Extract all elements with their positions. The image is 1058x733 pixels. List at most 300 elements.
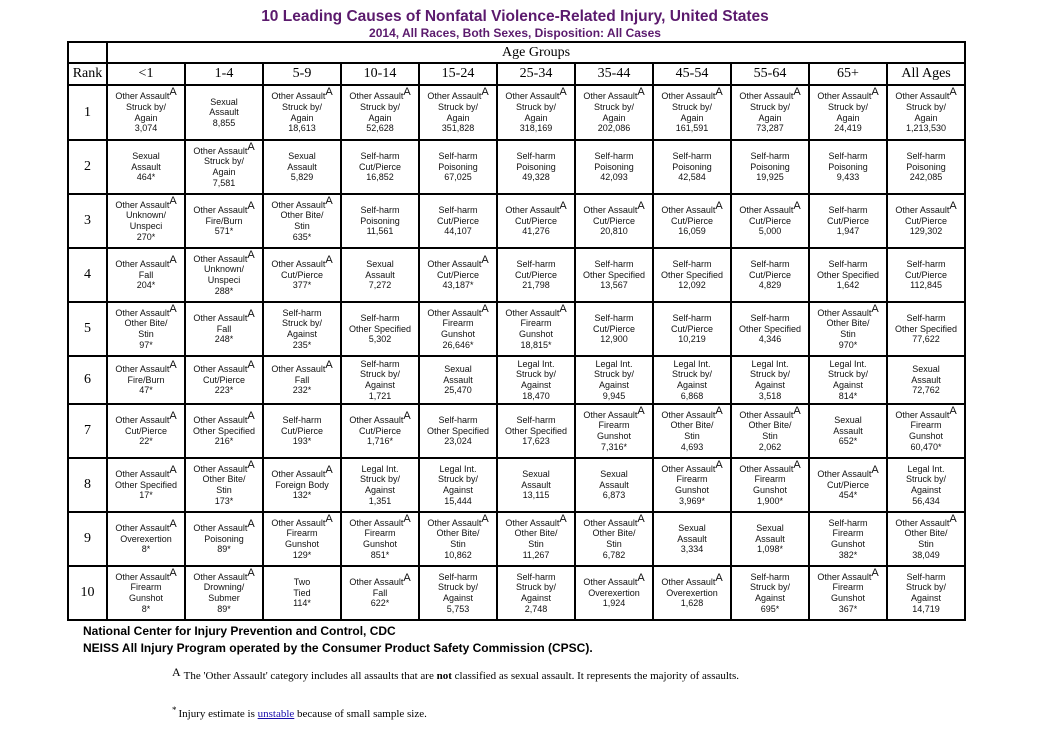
cause-text	[342, 539, 418, 550]
cause-text	[810, 302, 886, 319]
cause-line-text: Self-harm	[516, 259, 556, 270]
cause-text	[342, 324, 418, 335]
cause-text	[654, 380, 730, 391]
cause-line-text: Other Assault	[271, 199, 326, 210]
cause-text	[186, 275, 262, 286]
injury-count	[498, 280, 574, 291]
cause-line-text: 22*	[139, 436, 153, 447]
injury-count	[264, 598, 340, 609]
cause-text	[810, 415, 886, 426]
cause-line-text: Two	[293, 577, 311, 588]
cause-text	[420, 329, 496, 340]
cause-cell	[185, 194, 263, 248]
cause-cell	[497, 302, 575, 356]
cause-line-text: 5,753	[446, 603, 470, 614]
cause-text	[264, 162, 340, 173]
cause-line-text: Assault	[365, 269, 395, 280]
cause-line-text: 41,276	[522, 226, 550, 237]
cause-text	[732, 102, 808, 113]
cause-line-text: Struck by/	[906, 582, 947, 593]
cause-cell	[341, 404, 419, 458]
injury-count	[654, 391, 730, 402]
cause-line-text: 970*	[838, 339, 858, 350]
cause-line-text: Against	[911, 485, 942, 495]
injury-count	[888, 496, 964, 507]
cause-text	[108, 329, 184, 340]
other-assault-marker: A	[871, 566, 879, 579]
other-assault-marker: A	[169, 254, 177, 267]
cause-text	[654, 313, 730, 324]
cause-text	[888, 86, 964, 102]
cause-cell	[653, 458, 731, 512]
cause-line-text: Struck by/	[437, 474, 478, 485]
cause-line-text: 67,025	[444, 172, 472, 183]
cause-text	[342, 86, 418, 102]
cause-text	[264, 221, 340, 232]
cause-line-text: Firearm	[130, 582, 162, 593]
cause-line-text: 1,924	[602, 598, 626, 609]
cause-text	[420, 102, 496, 113]
cause-text	[498, 318, 574, 329]
cause-text	[108, 194, 184, 211]
cause-cell	[731, 85, 809, 140]
cause-text	[654, 523, 730, 534]
cause-text	[654, 259, 730, 270]
cause-text	[732, 162, 808, 173]
cause-line-text: Sexual	[210, 96, 238, 107]
cause-line-text: Other Assault	[193, 364, 248, 375]
other-assault-marker: A	[325, 194, 333, 207]
cause-line-text: Tied	[293, 587, 311, 598]
other-assault-marker: A	[871, 302, 879, 315]
cause-text	[576, 162, 652, 173]
cause-line-text: 1,213,530	[906, 123, 947, 134]
cause-text	[576, 588, 652, 599]
cause-line-text: Fall	[138, 269, 154, 280]
cause-line-text: 851*	[370, 549, 390, 560]
table-row	[68, 566, 965, 620]
cause-line-text: Legal Int.	[517, 358, 555, 369]
cause-text	[108, 410, 184, 426]
cause-text	[108, 566, 184, 583]
injury-count	[810, 226, 886, 237]
other-assault-marker: A	[715, 86, 723, 99]
injury-count	[654, 226, 730, 237]
cause-cell	[809, 140, 887, 194]
cause-line-text: Unknown/	[203, 264, 245, 275]
injury-count	[108, 604, 184, 615]
other-assault-marker: A	[247, 200, 255, 213]
injury-count	[654, 496, 730, 507]
cause-line-text: Again	[524, 112, 548, 123]
cause-line-text: Sexual	[132, 151, 160, 162]
cause-line-text: Again	[914, 112, 938, 123]
cause-line-text: Other Assault	[583, 409, 638, 420]
rank-cell: 8	[68, 458, 107, 512]
cause-text	[810, 539, 886, 550]
cause-text	[654, 534, 730, 545]
cause-line-text: 652*	[838, 436, 858, 447]
age-column-header: 25-34	[497, 63, 575, 85]
cause-line-text: 232*	[292, 385, 312, 396]
injury-table	[67, 41, 966, 621]
cause-cell	[419, 566, 497, 620]
cause-line-text: Assault	[599, 479, 629, 490]
cause-line-text: 1,628	[680, 598, 704, 609]
cause-cell	[887, 458, 965, 512]
cause-line-text: Fall	[216, 323, 232, 334]
cause-text	[342, 359, 418, 370]
other-assault-marker: A	[247, 518, 255, 531]
cause-line-text: 571*	[214, 226, 234, 237]
cause-text	[576, 113, 652, 124]
cause-line-text: Struck by/	[671, 369, 712, 380]
injury-count	[186, 385, 262, 396]
cause-text	[420, 205, 496, 216]
cause-text	[498, 151, 574, 162]
cause-line-text: Other Assault	[193, 145, 248, 156]
other-assault-marker: A	[247, 308, 255, 321]
cause-cell	[887, 512, 965, 566]
injury-count	[264, 280, 340, 291]
cause-text	[342, 572, 418, 588]
cause-line-text: Other Assault	[739, 463, 794, 474]
other-assault-marker: A	[247, 410, 255, 423]
cause-text	[264, 308, 340, 319]
cause-text	[810, 593, 886, 604]
cause-line-text: Sexual	[600, 469, 628, 480]
cause-line-text: Assault	[131, 161, 161, 172]
cause-line-text: Sexual	[912, 364, 940, 375]
other-assault-marker: A	[481, 302, 489, 315]
cause-text	[264, 375, 340, 386]
cause-line-text: Other Specified	[816, 269, 880, 280]
other-assault-marker: A	[169, 518, 177, 531]
cause-line-text: Self-harm	[438, 151, 478, 162]
cause-text	[732, 404, 808, 421]
injury-count	[888, 280, 964, 291]
rank-cell: 10	[68, 566, 107, 620]
footnote-star-text-start: Injury estimate is	[178, 708, 258, 720]
cause-text	[576, 572, 652, 588]
cause-text	[810, 464, 886, 480]
cause-line-text: Sexual	[522, 469, 550, 480]
cause-text	[264, 329, 340, 340]
cause-line-text: 3,334	[680, 544, 704, 555]
cause-text	[654, 86, 730, 102]
cause-line-text: Against	[911, 593, 942, 603]
cause-cell	[887, 404, 965, 458]
cause-line-text: Struck by/	[359, 101, 400, 112]
cause-cell	[419, 85, 497, 140]
cause-text	[342, 216, 418, 227]
other-assault-marker: A	[169, 86, 177, 99]
cause-text	[264, 588, 340, 599]
injury-count	[186, 604, 262, 615]
cause-line-text: 9,945	[602, 390, 626, 401]
cause-line-text: Other Specified	[114, 479, 178, 490]
cause-cell	[575, 302, 653, 356]
cause-text	[264, 151, 340, 162]
cause-cell	[653, 404, 731, 458]
cause-line-text: Sexual	[288, 151, 316, 162]
rank-cell: 3	[68, 194, 107, 248]
cause-text	[420, 375, 496, 386]
cause-line-text: Other Bite/	[202, 474, 246, 485]
other-assault-marker: A	[325, 512, 333, 525]
cause-text	[888, 259, 964, 270]
cause-cell	[263, 248, 341, 302]
cause-line-text: Other Assault	[661, 577, 716, 588]
footnote-a-emphasis: not	[436, 670, 452, 682]
cause-cell	[497, 404, 575, 458]
cause-cell	[497, 512, 575, 566]
cause-text	[264, 415, 340, 426]
cause-text	[342, 313, 418, 324]
injury-count	[420, 226, 496, 237]
cause-text	[888, 420, 964, 431]
cause-line-text: Assault	[755, 533, 785, 544]
injury-count	[654, 544, 730, 555]
cause-line-text: Again	[134, 112, 158, 123]
cause-line-text: Struck by/	[281, 101, 322, 112]
injury-count	[108, 172, 184, 183]
cause-line-text: Other Specified	[348, 323, 412, 334]
injury-count	[888, 334, 964, 345]
injury-count	[810, 436, 886, 447]
cause-line-text: Other Assault	[115, 415, 170, 426]
other-assault-marker: A	[949, 86, 957, 99]
cause-line-text: Struck by/	[515, 101, 556, 112]
cause-text	[576, 313, 652, 324]
footnote-a-marker: A	[172, 665, 181, 679]
cause-line-text: Self-harm	[516, 415, 556, 426]
cause-line-text: Other Bite/	[592, 528, 636, 539]
cause-text	[498, 359, 574, 370]
injury-count	[342, 226, 418, 237]
injury-count	[108, 232, 184, 243]
cause-line-text: Overexertion	[588, 587, 640, 598]
cause-cell	[653, 356, 731, 404]
cause-line-text: Self-harm	[672, 151, 712, 162]
cause-cell	[887, 248, 965, 302]
cause-text	[732, 324, 808, 335]
cause-text	[186, 458, 262, 475]
injury-count	[342, 123, 418, 134]
injury-count	[420, 385, 496, 396]
cause-line-text: Firearm	[754, 474, 786, 485]
cause-text	[186, 156, 262, 167]
cause-line-text: 18,470	[522, 390, 550, 401]
cause-text	[654, 113, 730, 124]
cause-line-text: Firearm	[364, 528, 396, 539]
injury-count	[342, 496, 418, 507]
cause-text	[498, 102, 574, 113]
cause-text	[732, 86, 808, 102]
cause-text	[576, 359, 652, 370]
cause-line-text: Gunshot	[596, 431, 632, 441]
cause-text	[888, 162, 964, 173]
cause-text	[810, 86, 886, 102]
cause-text	[342, 102, 418, 113]
cause-text	[264, 426, 340, 437]
cause-line-text: Other Assault	[349, 415, 404, 426]
cause-text	[888, 593, 964, 604]
cause-text	[888, 582, 964, 593]
cause-cell	[341, 356, 419, 404]
cause-line-text: Unspeci	[207, 275, 241, 285]
cause-text	[888, 270, 964, 281]
rank-corner	[68, 42, 107, 63]
cause-text	[420, 539, 496, 550]
cause-line-text: Against	[520, 593, 552, 603]
cause-text	[498, 415, 574, 426]
cause-text	[186, 308, 262, 324]
cause-text	[498, 302, 574, 319]
cause-text	[810, 318, 886, 329]
cause-line-text: 13,115	[522, 490, 550, 501]
cause-cell	[185, 512, 263, 566]
cause-line-text: 42,584	[678, 172, 706, 183]
cause-cell	[341, 458, 419, 512]
cause-line-text: 49,328	[522, 172, 550, 183]
cause-line-text: Other Assault	[349, 577, 404, 588]
cause-cell	[185, 140, 263, 194]
cause-cell	[497, 85, 575, 140]
cause-cell	[731, 458, 809, 512]
cause-text	[888, 324, 964, 335]
cause-text	[576, 324, 652, 335]
cause-text	[576, 469, 652, 480]
cause-cell	[107, 356, 185, 404]
injury-count	[732, 496, 808, 507]
cause-text	[810, 380, 886, 391]
injury-count	[576, 280, 652, 291]
cause-line-text: 4,693	[680, 441, 704, 452]
cause-cell	[419, 404, 497, 458]
injury-count	[732, 123, 808, 134]
cause-line-text: Legal Int.	[751, 358, 789, 369]
other-assault-marker: A	[949, 404, 957, 417]
cause-text	[498, 270, 574, 281]
cause-line-text: 635*	[292, 231, 312, 242]
injury-count	[264, 340, 340, 351]
cause-text	[264, 359, 340, 375]
cause-line-text: 72,762	[912, 385, 940, 396]
cause-text	[186, 566, 262, 583]
cause-line-text: Again	[290, 112, 314, 123]
cause-line-text: Again	[836, 112, 860, 123]
cause-cell	[341, 512, 419, 566]
rank-cell: 7	[68, 404, 107, 458]
cause-text	[810, 205, 886, 216]
cause-line-text: Struck by/	[437, 101, 478, 112]
cause-text	[498, 162, 574, 173]
cause-text	[654, 359, 730, 370]
cause-line-text: Firearm	[910, 420, 942, 431]
cause-text	[654, 102, 730, 113]
cause-cell	[497, 248, 575, 302]
footer-program: NEISS All Injury Program operated by the Consumer Product Safety Commission (CPSC).	[83, 641, 593, 655]
cause-text	[732, 216, 808, 227]
cause-text	[732, 200, 808, 216]
cause-line-text: Fall	[294, 374, 310, 385]
cause-line-text: Other Assault	[115, 571, 170, 582]
age-column-header: All Ages	[887, 63, 965, 85]
cause-line-text: Stin	[294, 221, 310, 231]
cause-text	[342, 588, 418, 599]
cause-line-text: Cut/Pierce	[514, 215, 558, 226]
rank-cell: 4	[68, 248, 107, 302]
cause-line-text: Other Assault	[193, 205, 248, 216]
cause-line-text: Self-harm	[906, 259, 946, 270]
cause-line-text: 288*	[214, 285, 234, 296]
cause-text	[888, 216, 964, 227]
cause-text	[498, 469, 574, 480]
cause-text	[420, 415, 496, 426]
cause-line-text: Other Bite/	[748, 420, 792, 431]
cause-line-text: Self-harm	[906, 313, 946, 324]
cause-line-text: 47*	[139, 385, 153, 396]
injury-count	[108, 544, 184, 555]
cause-cell	[653, 85, 731, 140]
cause-text	[420, 216, 496, 227]
cause-text	[108, 302, 184, 319]
cause-text	[498, 259, 574, 270]
cause-line-text: Other Assault	[739, 205, 794, 216]
cause-line-text: Cut/Pierce	[202, 374, 246, 385]
cause-line-text: Gunshot	[128, 593, 164, 603]
cause-text	[108, 254, 184, 270]
cause-cell	[185, 356, 263, 404]
cause-cell	[263, 85, 341, 140]
cause-text	[576, 528, 652, 539]
cause-line-text: Against	[520, 380, 552, 390]
table-row	[68, 140, 965, 194]
other-assault-marker: A	[793, 86, 801, 99]
unstable-link[interactable]: unstable	[257, 708, 295, 720]
cause-line-text: Cut/Pierce	[748, 269, 792, 280]
injury-count	[888, 172, 964, 183]
cause-line-text: 16,059	[678, 226, 706, 237]
cause-line-text: 42,093	[600, 172, 628, 183]
cause-line-text: Struck by/	[515, 369, 556, 380]
cause-line-text: Self-harm	[360, 151, 400, 162]
injury-count	[888, 385, 964, 396]
cause-line-text: 44,107	[444, 226, 472, 237]
cause-line-text: Firearm	[832, 582, 864, 593]
cause-line-text: 97*	[139, 339, 153, 350]
cause-line-text: 216*	[214, 436, 234, 447]
cause-line-text: 235*	[292, 339, 312, 350]
other-assault-marker: A	[169, 464, 177, 477]
cause-text	[108, 113, 184, 124]
cause-line-text: Against	[754, 380, 786, 390]
cause-line-text: Again	[758, 112, 782, 123]
cause-text	[654, 162, 730, 173]
cause-text	[108, 270, 184, 281]
cause-text	[420, 512, 496, 529]
cause-line-text: 7,272	[368, 280, 392, 291]
cause-cell	[185, 404, 263, 458]
cause-line-text: Fire/Burn	[205, 215, 243, 226]
cause-text	[420, 485, 496, 496]
cause-line-text: Other Bite/	[436, 528, 480, 539]
cause-line-text: 377*	[292, 280, 312, 291]
cause-line-text: 52,628	[366, 123, 394, 134]
cause-line-text: 23,024	[444, 436, 472, 447]
cause-text	[264, 270, 340, 281]
